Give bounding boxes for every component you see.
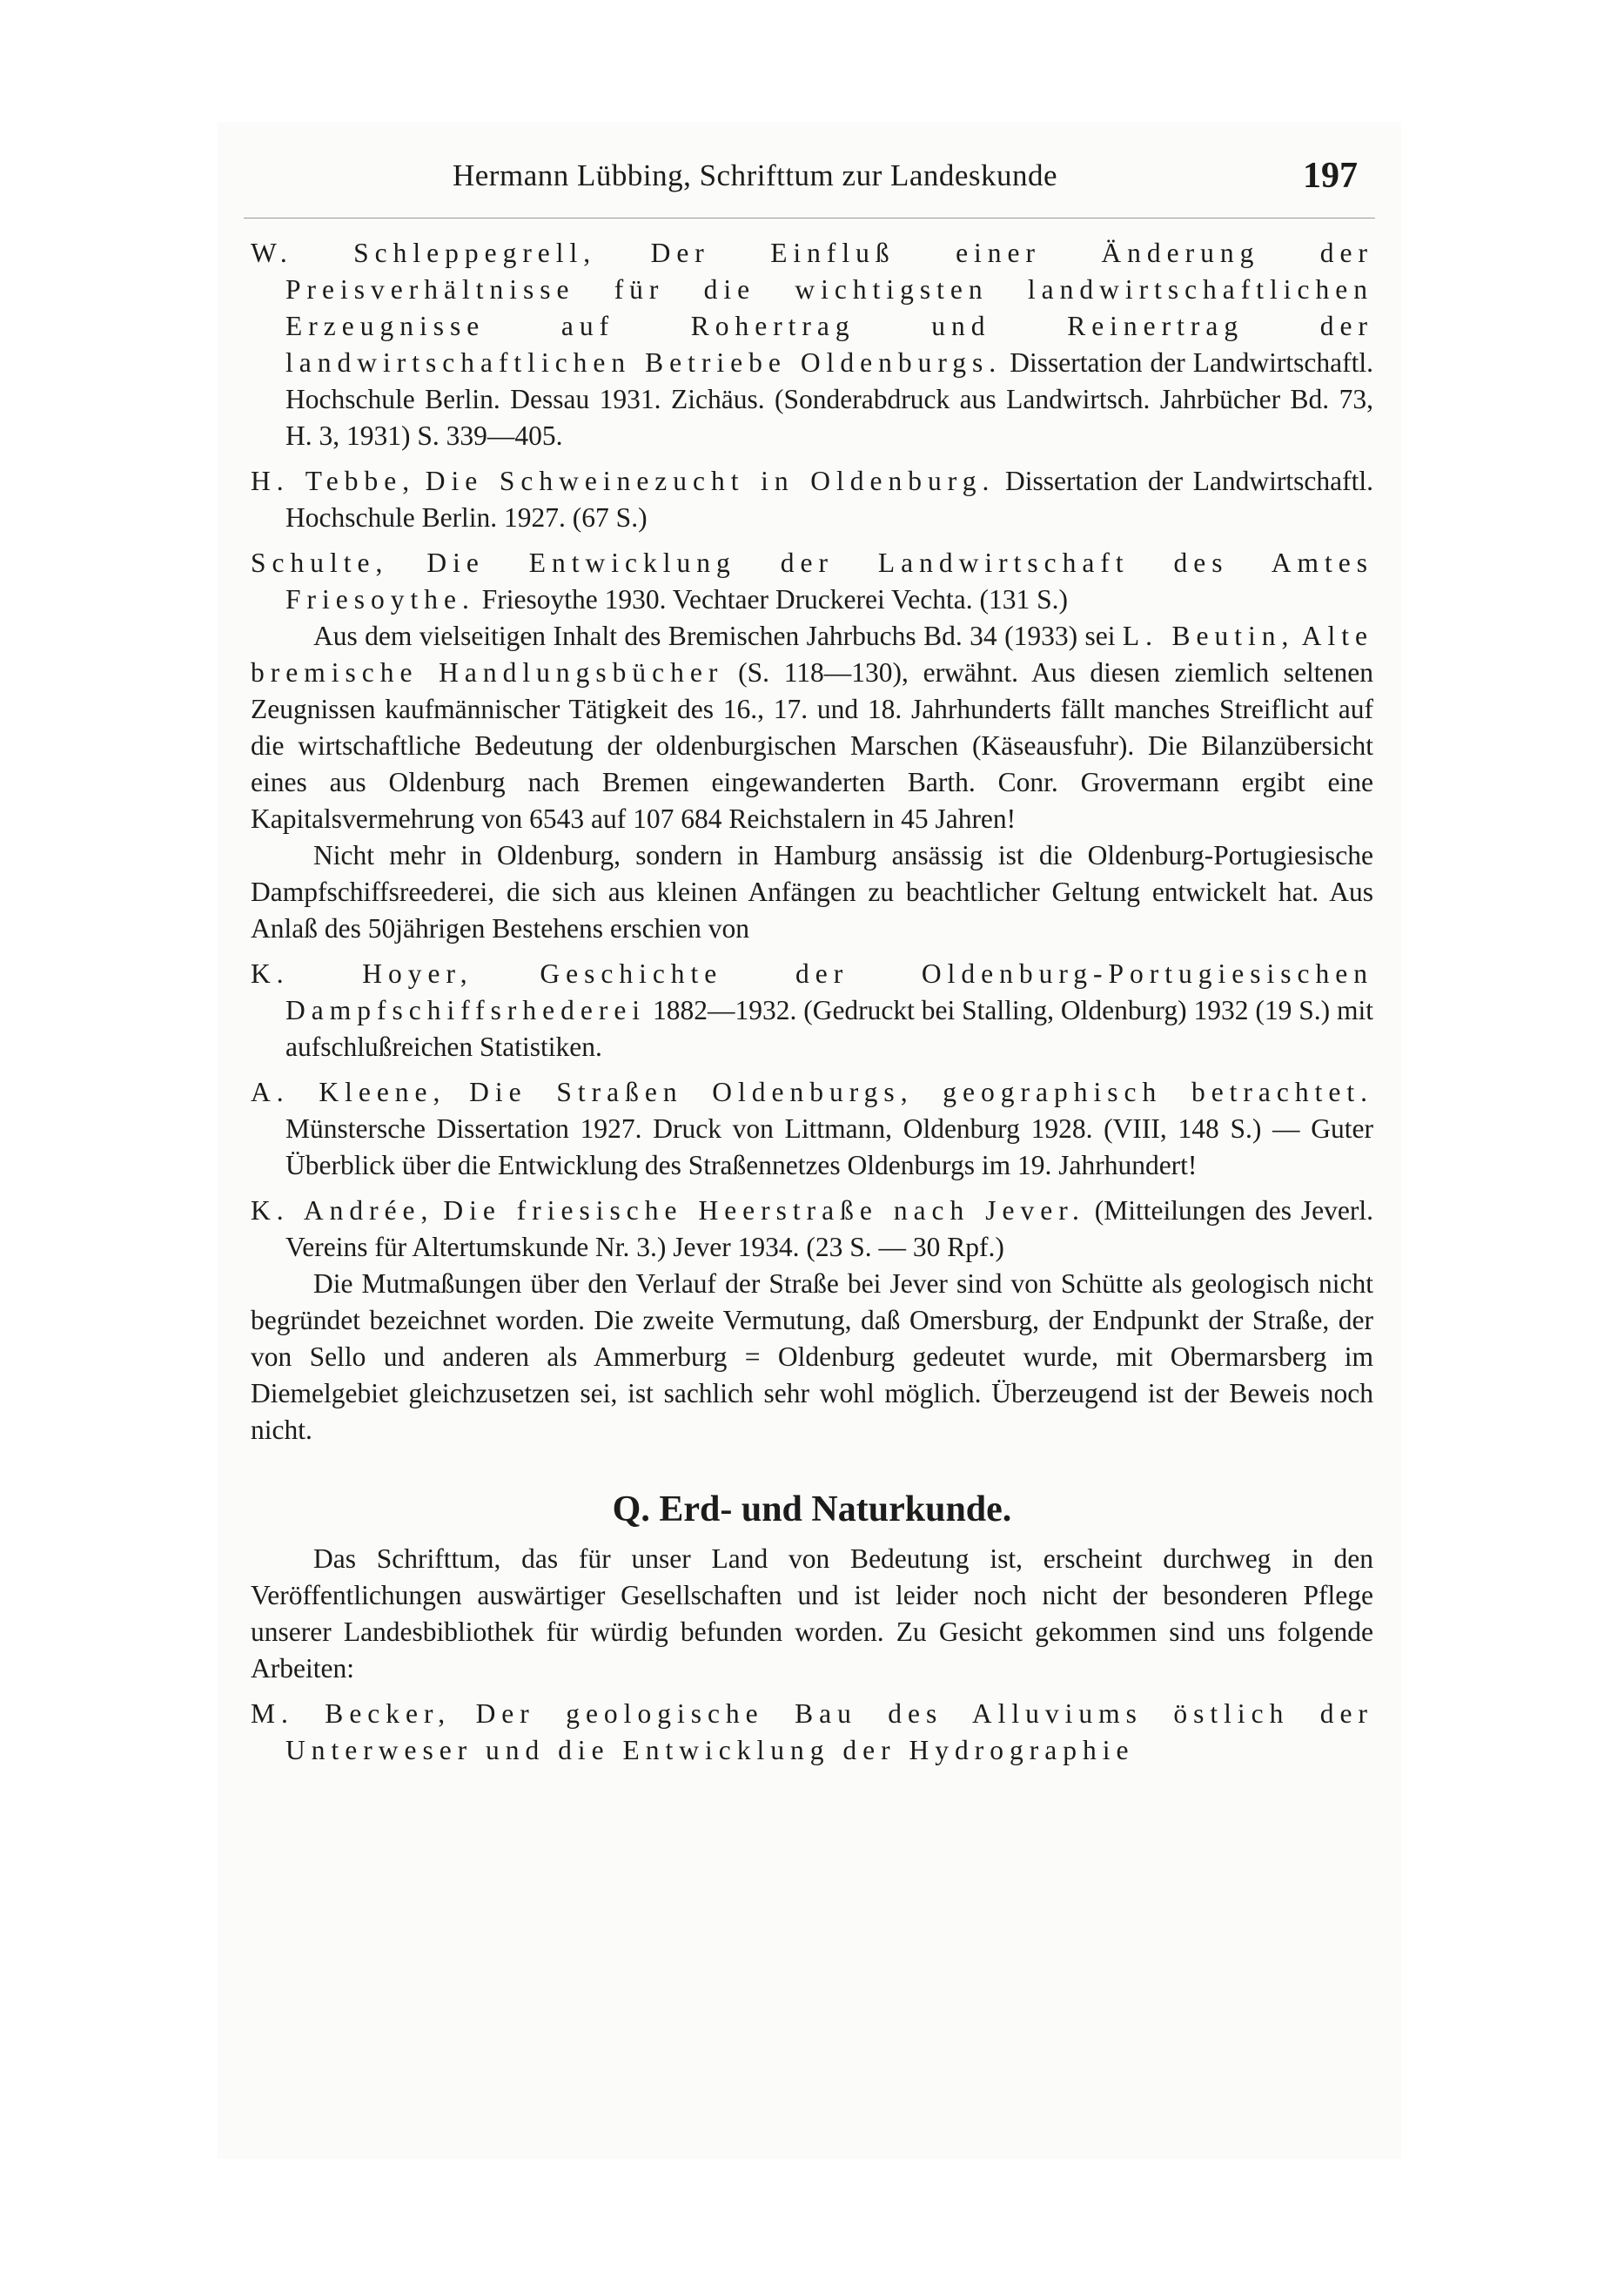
section-heading: Q. Erd- und Naturkunde. bbox=[612, 1489, 1012, 1529]
note-jever: Die Mutmaßungen über den Verlauf der Straße bei Jever sind von Schütte als geologisch nicht begründet bezeichnet worden. Die zweite Vermutung, daß Omersburg, der Endpunkt der Straße, der von Sello und anderen als Ammerburg = Oldenburg gedeutet wurde, mit Obermarsberg im Diemelgebiet gleichzusetzen sei, ist sachlich sehr wohl möglich. Überzeugend ist der Beweis noch nicht. bbox=[251, 1268, 1373, 1445]
entry-details: Dissertation der Landwirtschaftl. Hochschule Berlin. Dessau 1931. Zichäus. (Sonderabdruck aus Landwirtsch. Jahrbücher Bd. 73, H. 3, 1931) S. 339—405. bbox=[285, 347, 1374, 451]
note-text: Aus dem vielseitigen Inhalt des Bremischen Jahrbuchs Bd. 34 (1933) sei bbox=[313, 621, 1116, 651]
section-intro: Das Schrifttum, das für unser Land von Bedeutung ist, erscheint durchweg in den Veröffentlichungen auswärtiger Gesellschaften und ist leider noch nicht der besonderen Pflege unserer Landesbibliothek für würdig befunden worden. Zu Gesicht gekommen sind uns folgende Arbeiten: bbox=[251, 1543, 1373, 1684]
entry-author: H. Tebbe, bbox=[251, 466, 416, 496]
note-text: (S. 118—130), erwähnt. Aus diesen ziemlich seltenen Zeugnissen kaufmännischer Tätigkeit des 16., 17. und 18. Jahrhunderts fällt manches Streiflicht auf die wirtschaftliche Bedeutung der oldenburgischen Marschen (Käseausfuhr). Die Bilanzübersicht eines aus Oldenburg nach Bremen eingewanderten Barth. Conr. Grovermann ergibt eine Kapitalsvermehrung von 6543 auf 107 684 Reichstalern in 45 Jahren! bbox=[251, 657, 1374, 834]
entry-title: Der geologische Bau des Alluviums östlich der Unterweser und die Entwicklung der Hydrographie bbox=[285, 1698, 1374, 1765]
entry-details: 1882—1932. (Gedruckt bei Stalling, Oldenburg) 1932 (19 S.) mit aufschlußreichen Statistiken. bbox=[285, 995, 1374, 1062]
note-author: L. Beutin, bbox=[1122, 621, 1295, 651]
bibliography-entry-becker bbox=[251, 1696, 1373, 1769]
bibliography-entry-andree bbox=[251, 1193, 1373, 1266]
page-number: 197 bbox=[1303, 156, 1358, 196]
entry-details: Dissertation der Landwirtschaftl. Hochschule Berlin. 1927. (67 S.) bbox=[285, 466, 1373, 533]
note-title: Alte bremische Handlungsbücher bbox=[251, 621, 1374, 688]
entry-author: M. Becker, bbox=[251, 1698, 452, 1729]
page-body bbox=[251, 235, 1373, 1778]
entry-details: Friesoythe 1930. Vechtaer Druckerei Vechta. (131 S.) bbox=[481, 584, 1069, 615]
running-title: Hermann Lübbing, Schrifttum zur Landeskunde bbox=[453, 158, 1058, 192]
entry-title: Die Schweinezucht in Oldenburg. bbox=[425, 466, 996, 496]
note-hamburg: Nicht mehr in Oldenburg, sondern in Hamburg ansässig ist die Oldenburg-Portugiesische Dampfschiffsreederei, die sich aus kleinen Anfängen zu beachtlicher Geltung entwickelt hat. Aus Anlaß des 50jährigen Bestehens erschien von bbox=[251, 840, 1373, 944]
entry-title: Geschichte der Oldenburg-Portugiesischen Dampfschiffsrhederei bbox=[285, 958, 1373, 1025]
entry-author: Schulte, bbox=[251, 548, 389, 578]
bibliography-entry-hoyer bbox=[251, 956, 1373, 1065]
entry-author: K. Andrée, bbox=[251, 1195, 434, 1226]
entry-title: Der Einfluß einer Änderung der Preisverhältnisse für die wichtigsten landwirtschaftlichen Erzeugnisse auf Rohertrag und Reinertrag der landwirtschaftlichen Betriebe Oldenburgs. bbox=[285, 238, 1373, 378]
entry-details: (Mitteilungen des Jeverl. Vereins für Altertumskunde Nr. 3.) Jever 1934. (23 S. — 30 Rpf.) bbox=[285, 1195, 1373, 1262]
entry-author: K. Hoyer, bbox=[251, 958, 473, 989]
bibliography-entry-tebbe bbox=[251, 463, 1373, 536]
entry-title: Die friesische Heerstraße nach Jever. bbox=[443, 1195, 1085, 1226]
entry-details: Münstersche Dissertation 1927. Druck von Littmann, Oldenburg 1928. (VIII, 148 S.) — Guter Überblick über die Entwicklung des Straßennetzes Oldenburgs im 19. Jahrhundert! bbox=[285, 1113, 1373, 1180]
note-bremen bbox=[251, 618, 1373, 837]
entry-title: Die Straßen Oldenburgs, geographisch betrachtet. bbox=[469, 1077, 1373, 1107]
entry-author: W. Schleppegrell, bbox=[251, 238, 597, 268]
bibliography-entry-schleppegrell bbox=[251, 235, 1373, 454]
entry-title: Die Entwicklung der Landwirtschaft des Amtes Friesoythe. bbox=[285, 548, 1373, 615]
entry-author: A. Kleene, bbox=[251, 1077, 446, 1107]
bibliography-entry-schulte bbox=[251, 545, 1373, 618]
bibliography-entry-kleene bbox=[251, 1074, 1373, 1184]
running-header bbox=[252, 155, 1375, 207]
